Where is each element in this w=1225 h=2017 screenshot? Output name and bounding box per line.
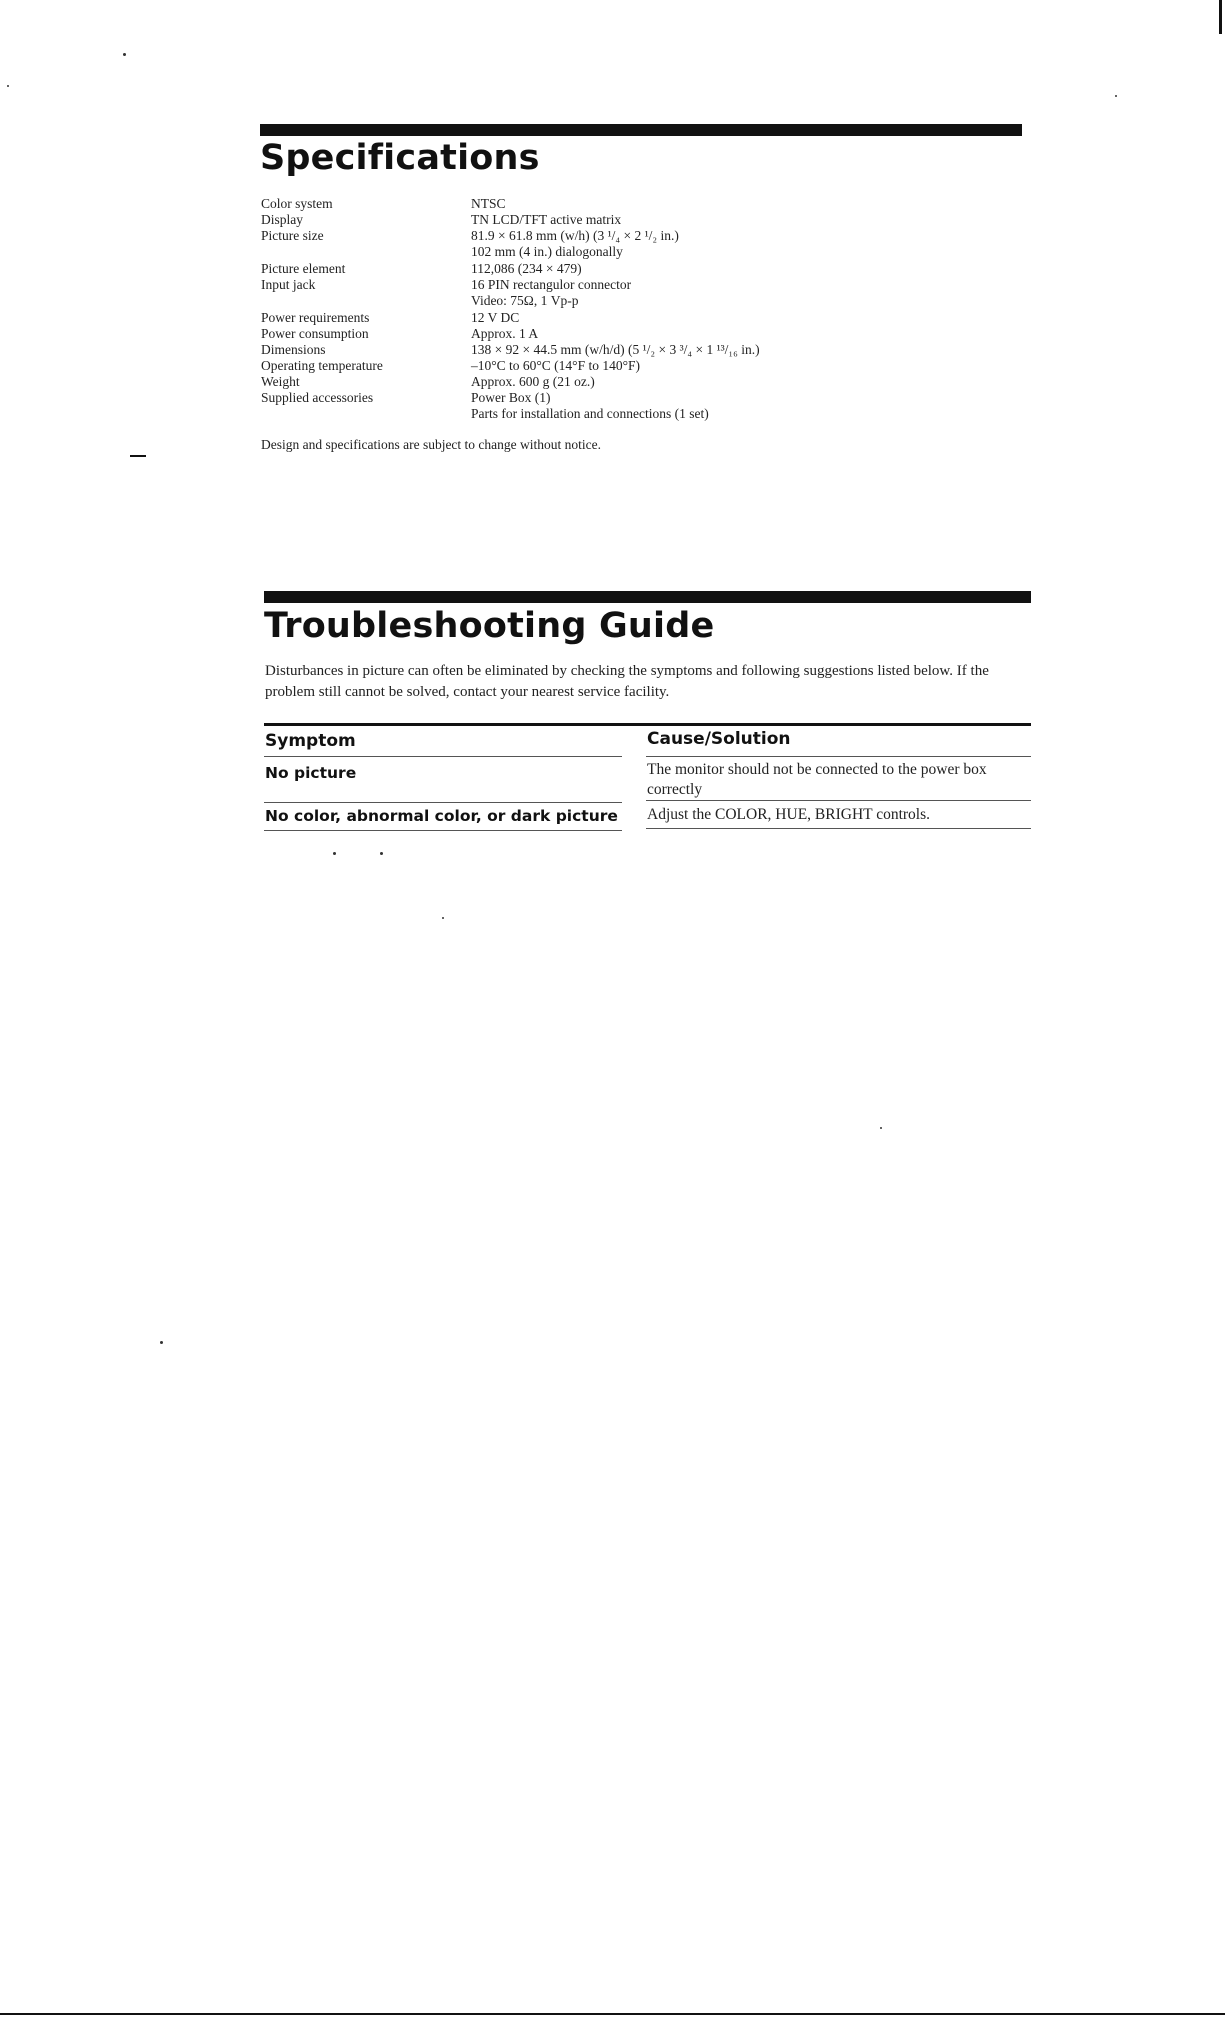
spec-label-dimensions: Dimensions (261, 342, 326, 357)
table-top-rule (264, 723, 1031, 726)
spec-label-weight: Weight (261, 374, 300, 389)
table-bottom-rule-symptom (264, 830, 622, 831)
column-header-cause: Cause/Solution (647, 729, 791, 749)
specifications-top-rule (260, 124, 1022, 136)
bottom-edge-line (0, 2013, 1225, 2015)
cause-no-picture: The monitor should not be connected to the power box correctly (647, 761, 987, 798)
spec-label-display: Display (261, 212, 303, 227)
symptom-no-picture: No picture (265, 764, 357, 782)
speck-6 (442, 917, 444, 919)
row-divider-cause (646, 800, 1031, 801)
spec-value-input-jack: 16 PIN rectangulor connector (471, 277, 632, 292)
speck-2 (7, 85, 9, 87)
spec-label-color-system: Color system (261, 196, 333, 211)
cause-no-color: Adjust the COLOR, HUE, BRIGHT controls. (647, 806, 931, 823)
spec-label-power-consumption: Power consumption (261, 326, 369, 341)
spec-value-supplied-accessories: Power Box (1) (471, 390, 551, 405)
speck-8 (160, 1341, 163, 1344)
spec-value-input-jack-video: Video: 75Ω, 1 Vp-p (471, 293, 579, 308)
spec-value-picture-size-diagonal: 102 mm (4 in.) dialogonally (471, 244, 623, 259)
spec-label-operating-temperature: Operating temperature (261, 358, 383, 373)
spec-value-supplied-accessories-parts: Parts for installation and connections (1 set) (471, 406, 709, 421)
spec-value-power-requirements: 12 V DC (471, 310, 520, 325)
speck-5 (380, 852, 383, 855)
specifications-note: Design and specifications are subject to change without notice. (261, 437, 602, 452)
speck-3 (1115, 95, 1117, 97)
margin-dash (130, 455, 146, 457)
spec-label-power-requirements: Power requirements (261, 310, 370, 325)
troubleshooting-top-rule (264, 591, 1031, 603)
troubleshooting-title: Troubleshooting Guide (264, 606, 715, 646)
right-edge-mark (1219, 0, 1222, 34)
speck-1 (123, 53, 126, 56)
speck-4 (333, 852, 336, 855)
row-divider-symptom (264, 802, 622, 803)
specifications-title: Specifications (260, 138, 540, 178)
spec-label-input-jack: Input jack (261, 277, 316, 292)
spec-value-picture-size: 81.9 × 61.8 mm (w/h) (3 ¹/₄ × 2 ¹/₂ in.) (471, 228, 679, 243)
table-bottom-rule-cause (646, 828, 1031, 829)
spec-value-operating-temperature: –10°C to 60°C (14°F to 140°F) (471, 358, 640, 373)
spec-value-color-system: NTSC (471, 196, 506, 211)
speck-7 (880, 1127, 882, 1129)
spec-value-weight: Approx. 600 g (21 oz.) (471, 374, 595, 389)
spec-label-supplied-accessories: Supplied accessories (261, 390, 374, 405)
spec-label-picture-element: Picture element (261, 261, 346, 276)
spec-value-display: TN LCD/TFT active matrix (471, 212, 622, 227)
header-divider-symptom (264, 756, 622, 757)
spec-value-picture-element: 112,086 (234 × 479) (471, 261, 582, 276)
header-divider-cause (646, 756, 1031, 757)
spec-value-dimensions: 138 × 92 × 44.5 mm (w/h/d) (5 ¹/₂ × 3 ³/₄ × 1 ¹³/₁₆ in.) (471, 342, 760, 357)
spec-value-power-consumption: Approx. 1 A (471, 326, 539, 341)
column-header-symptom: Symptom (265, 731, 356, 751)
spec-label-picture-size: Picture size (261, 228, 324, 243)
symptom-no-color: No color, abnormal color, or dark picture (265, 807, 618, 825)
troubleshooting-intro: Disturbances in picture can often be eliminated by checking the symptoms and following suggestions listed below. If the problem still cannot be solved, contact your nearest service facility. (265, 663, 989, 700)
